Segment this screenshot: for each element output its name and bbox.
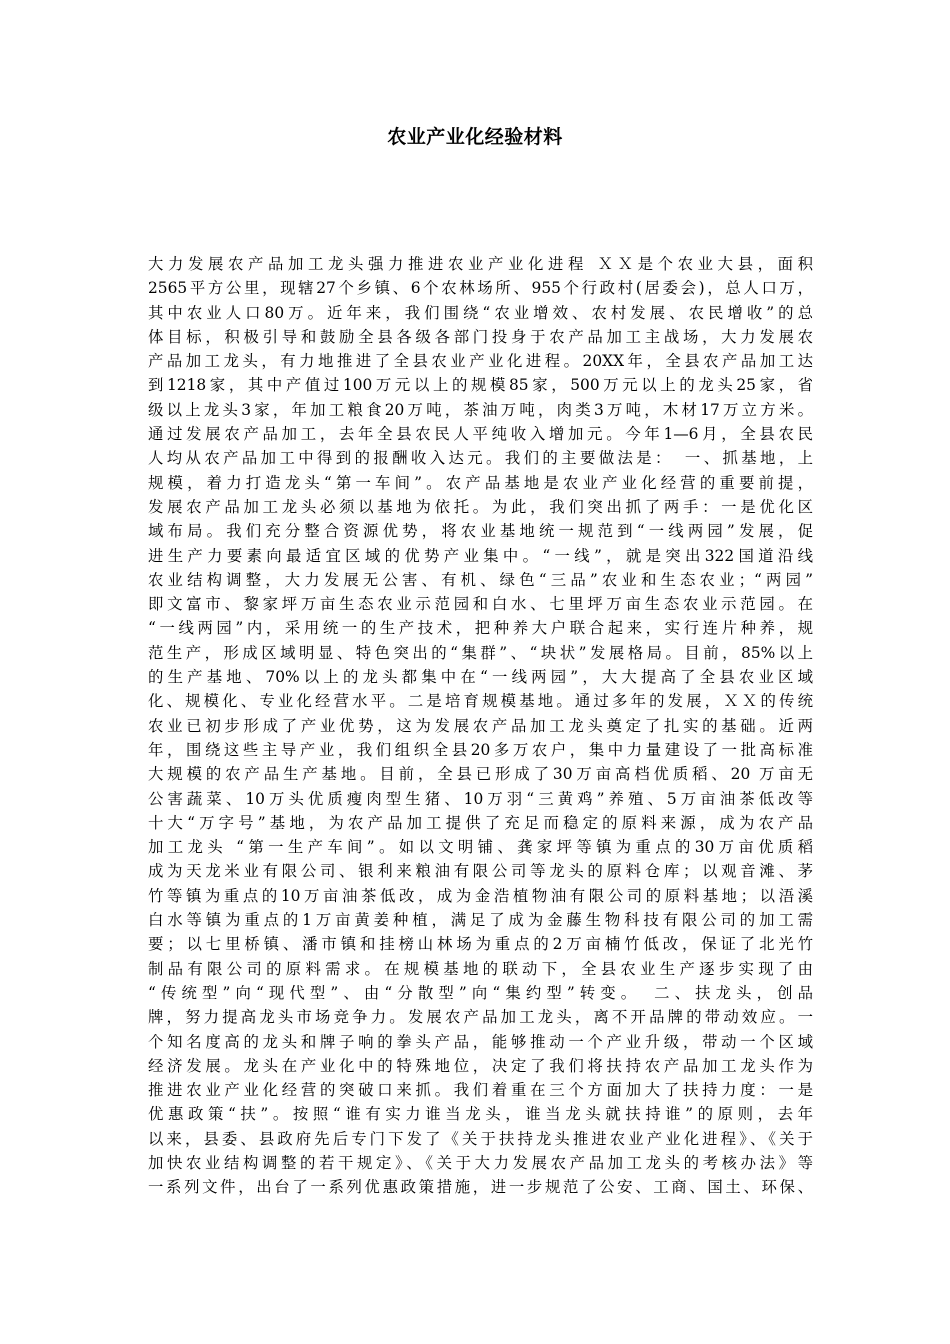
body-line: 个知名度高的龙头和牌子响的拳头产品，能够推动一个产业升级，带动一个区域	[148, 1032, 813, 1051]
body-line: 到1218家，其中产值过100万元以上的规模85家，500万元以上的龙头25家，省	[148, 376, 813, 395]
body-line: 十大“万字号”基地，为农产品加工提供了充足而稳定的原料来源，成为农产品	[148, 813, 813, 832]
document-title: 农业产业化经验材料	[387, 126, 563, 148]
body-line: 农业已初步形成了产业优势，这为发展农产品加工龙头奠定了扎实的基础。近两	[148, 716, 813, 735]
body-line: 大力发展农产品加工龙头强力推进农业产业化进程 ＸＸ是个农业大县，面积	[148, 255, 813, 273]
body-line: 发展农产品加工龙头必须以基地为依托。为此，我们突出抓了两手：一是优化区	[148, 497, 813, 516]
body-line: 农业结构调整，大力发展无公害、有机、绿色“三品”农业和生态农业；“两园”	[148, 570, 813, 589]
body-line: 经济发展。龙头在产业化中的特殊地位，决定了我们将扶持农产品加工龙头作为	[148, 1056, 813, 1075]
body-line: 以来，县委、县政府先后专门下发了《关于扶持龙头推进农业产业化进程》、《关于	[148, 1129, 813, 1148]
body-line: 人均从农产品加工中得到的报酬收入达元。我们的主要做法是： 一、抓基地，上	[148, 449, 813, 468]
body-line: 推进农业产业化经营的突破口来抓。我们着重在三个方面加大了扶持力度：一是	[148, 1081, 813, 1100]
body-line: 优惠政策“扶”。按照“谁有实力谁当龙头，谁当龙头就扶持谁”的原则，去年	[148, 1105, 813, 1124]
body-line: 即文富市、黎家坪万亩生态农业示范园和白水、七里坪万亩生态农业示范园。在	[148, 595, 813, 614]
body-line: “传统型”向“现代型”、由“分散型”向“集约型”转变。 二、扶龙头，创品	[148, 983, 813, 1002]
body-line: 体目标，积极引导和鼓励全县各级各部门投身于农产品加工主战场，大力发展农	[148, 327, 813, 346]
body-line: 大规模的农产品生产基地。目前，全县已形成了30万亩高档优质稻、20 万亩无	[148, 765, 813, 784]
body-line: 其中农业人口80万。近年来，我们围绕“农业增效、农村发展、农民增收”的总	[148, 303, 813, 322]
body-line: 范生产，形成区域明显、特色突出的“集群”、“块状”发展格局。目前，85%以上	[148, 643, 813, 662]
body-line: 的生产基地、70%以上的龙头都集中在“一线两园”，大大提高了全县农业区域	[148, 668, 813, 687]
body-line: 级以上龙头3家，年加工粮食20万吨，茶油万吨，肉类3万吨，木材17万立方米。	[148, 400, 813, 419]
body-line: 产品加工龙头，有力地推进了全县农业产业化进程。20XX年，全县农产品加工达	[148, 352, 813, 371]
body-line: 成为天龙米业有限公司、银利来粮油有限公司等龙头的原料仓库；以观音滩、茅	[148, 862, 813, 881]
body-line: “一线两园”内，采用统一的生产技术，把种养大户联合起来，实行连片种养，规	[148, 619, 813, 638]
body-line: 域布局。我们充分整合资源优势，将农业基地统一规范到“一线两园”发展，促	[148, 522, 813, 541]
body-line: 进生产力要素向最适宜区域的优势产业集中。“一线”，就是突出322国道沿线	[148, 546, 813, 565]
body-line: 制品有限公司的原料需求。在规模基地的联动下，全县农业生产逐步实现了由	[148, 959, 813, 978]
body-line: 公害蔬菜、10万头优质瘦肉型生猪、10万羽“三黄鸡”养殖、5万亩油茶低改等	[148, 789, 813, 808]
body-line: 加工龙头 “第一生产车间”。如以文明铺、龚家坪等镇为重点的30万亩优质稻	[148, 838, 813, 857]
body-line: 要；以七里桥镇、潘市镇和挂榜山林场为重点的2万亩楠竹低改，保证了北光竹	[148, 935, 813, 954]
body-line: 竹等镇为重点的10万亩油茶低改，成为金浩植物油有限公司的原料基地；以浯溪	[148, 886, 813, 905]
body-line: 年，围绕这些主导产业，我们组织全县20多万农户，集中力量建设了一批高标准	[148, 740, 813, 759]
document-body	[148, 252, 813, 1200]
body-line: 通过发展农产品加工，去年全县农民人平纯收入增加元。今年1—6月，全县农民	[148, 425, 813, 444]
body-line: 2565平方公里，现辖27个乡镇、6个农林场所、955个行政村(居委会)，总人口万，	[148, 279, 813, 298]
body-line: 加快农业结构调整的若干规定》、《关于大力发展农产品加工龙头的考核办法》等	[148, 1153, 813, 1172]
body-line: 牌，努力提高龙头市场竞争力。发展农产品加工龙头，离不开品牌的带动效应。一	[148, 1008, 813, 1027]
body-line: 化、规模化、专业化经营水平。二是培育规模基地。通过多年的发展，ＸＸ的传统	[148, 692, 813, 711]
body-line: 规模，着力打造龙头“第一车间”。农产品基地是农业产业化经营的重要前提，	[148, 473, 813, 492]
body-line: 一系列文件，出台了一系列优惠政策措施，进一步规范了公安、工商、国土、环保、	[148, 1178, 813, 1197]
body-line: 白水等镇为重点的1万亩黄姜种植，满足了成为金藤生物科技有限公司的加工需	[148, 911, 813, 930]
